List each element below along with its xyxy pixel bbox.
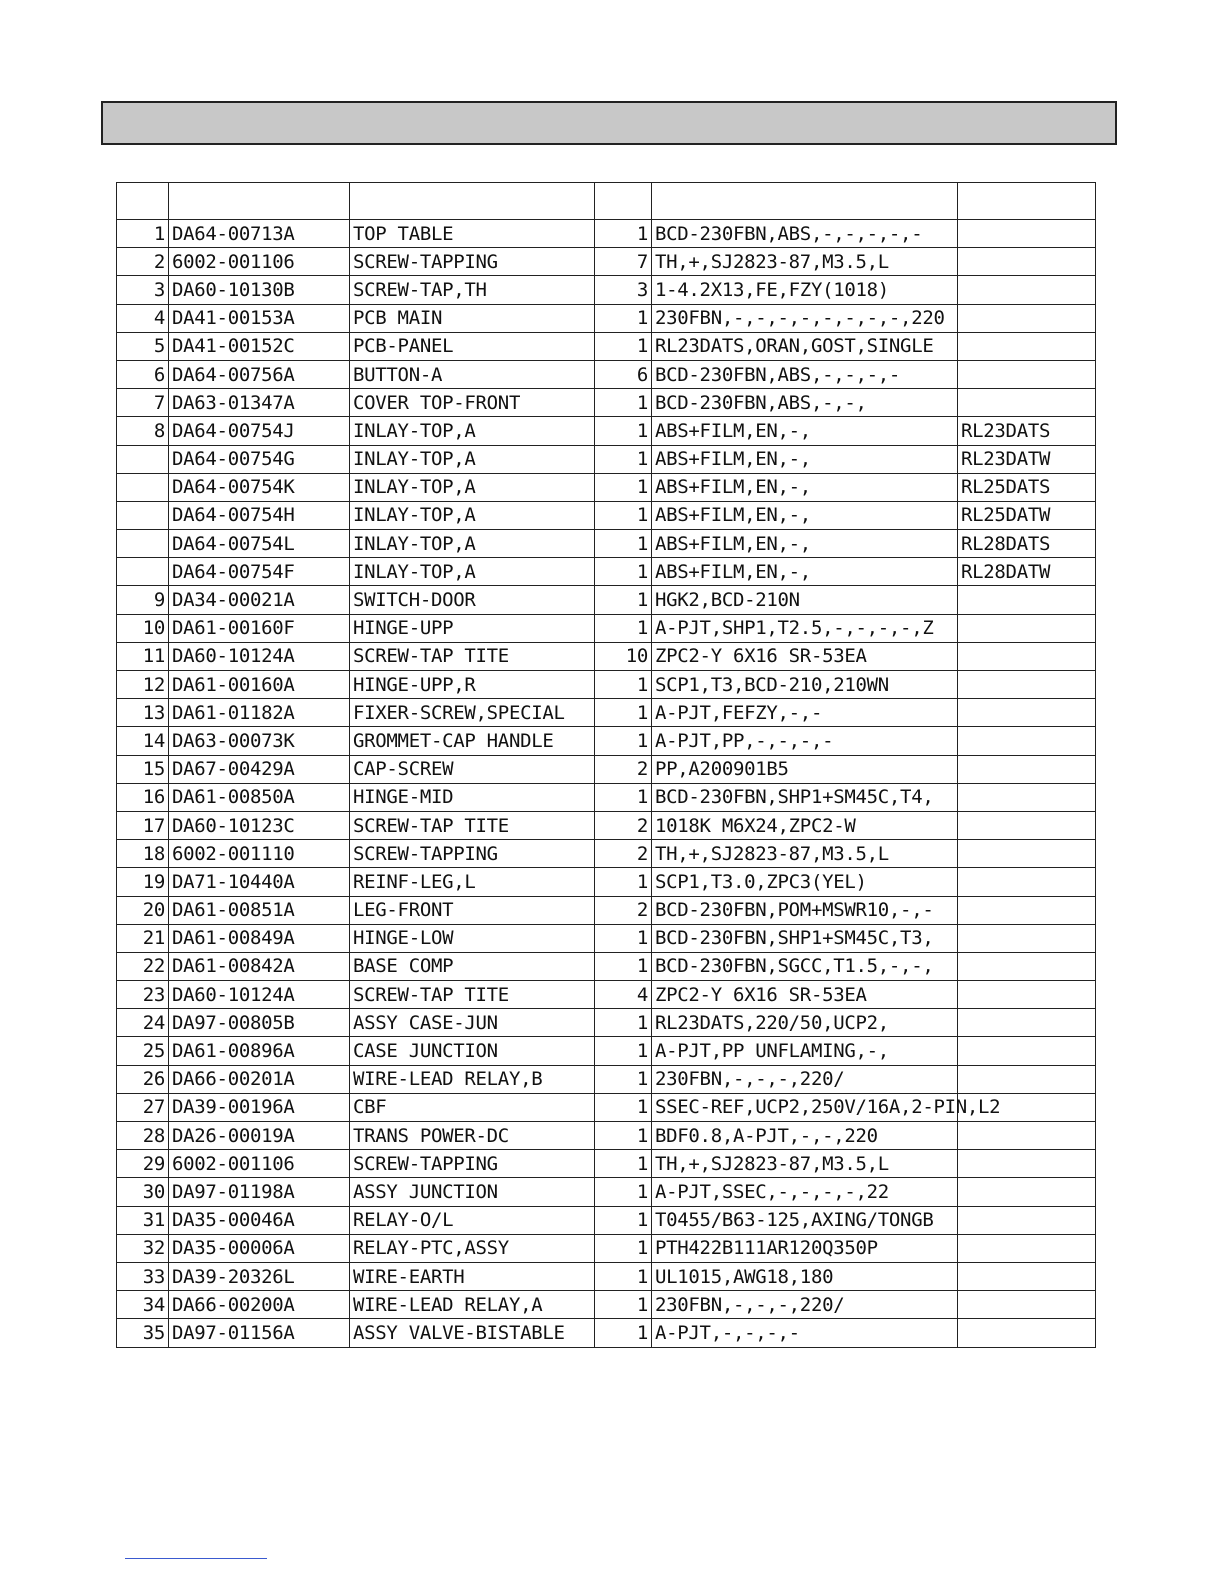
part-remark-cell <box>958 699 1096 727</box>
part-number-cell: 22 <box>117 952 169 980</box>
part-qty-cell: 10 <box>595 642 652 670</box>
part-spec-cell: 230FBN,-,-,-,220/ <box>652 1291 958 1319</box>
part-remark-cell <box>958 642 1096 670</box>
part-qty-cell: 1 <box>595 1150 652 1178</box>
part-code-cell: DA64-00754G <box>169 445 350 473</box>
part-qty-cell: 1 <box>595 1291 652 1319</box>
part-description-cell: SCREW-TAP,TH <box>350 276 595 304</box>
part-number-cell <box>117 558 169 586</box>
part-code-cell: DA26-00019A <box>169 1122 350 1150</box>
part-qty-cell: 3 <box>595 276 652 304</box>
part-code-cell: DA64-00754L <box>169 530 350 558</box>
table-row <box>117 332 1096 360</box>
part-description-cell: WIRE-LEAD RELAY,A <box>350 1291 595 1319</box>
part-spec-cell: A-PJT,SHP1,T2.5,-,-,-,-,Z <box>652 614 958 642</box>
part-spec-cell: A-PJT,-,-,-,- <box>652 1319 958 1347</box>
part-spec-cell: 230FBN,-,-,-,-,-,-,-,-,220 <box>652 304 958 332</box>
table-row <box>117 924 1096 952</box>
part-spec-cell: A-PJT,PP,-,-,-,- <box>652 727 958 755</box>
table-row <box>117 671 1096 699</box>
part-spec-cell: ZPC2-Y 6X16 SR-53EA <box>652 642 958 670</box>
part-description-cell: HINGE-UPP,R <box>350 671 595 699</box>
part-spec-cell: BDF0.8,A-PJT,-,-,220 <box>652 1122 958 1150</box>
part-code-cell: DA35-00046A <box>169 1206 350 1234</box>
part-number-cell: 3 <box>117 276 169 304</box>
header-code <box>169 183 350 220</box>
part-remark-cell <box>958 586 1096 614</box>
part-spec-cell: BCD-230FBN,SHP1+SM45C,T3, <box>652 924 958 952</box>
part-qty-cell: 6 <box>595 360 652 388</box>
part-remark-cell <box>958 1037 1096 1065</box>
footer-divider <box>125 1558 267 1559</box>
part-number-cell: 8 <box>117 417 169 445</box>
part-description-cell: PCB MAIN <box>350 304 595 332</box>
table-row <box>117 445 1096 473</box>
part-description-cell: INLAY-TOP,A <box>350 417 595 445</box>
table-row <box>117 981 1096 1009</box>
table-row <box>117 1093 1096 1121</box>
part-code-cell: DA61-00896A <box>169 1037 350 1065</box>
part-remark-cell: RL23DATW <box>958 445 1096 473</box>
part-qty-cell: 1 <box>595 558 652 586</box>
part-qty-cell: 1 <box>595 1178 652 1206</box>
part-spec-cell: BCD-230FBN,ABS,-,-,-,- <box>652 360 958 388</box>
part-spec-cell: ABS+FILM,EN,-, <box>652 417 958 445</box>
part-remark-cell <box>958 783 1096 811</box>
table-row <box>117 1122 1096 1150</box>
part-code-cell: 6002-001106 <box>169 1150 350 1178</box>
part-remark-cell <box>958 332 1096 360</box>
header-description <box>350 183 595 220</box>
part-code-cell: DA39-20326L <box>169 1262 350 1290</box>
part-qty-cell: 1 <box>595 783 652 811</box>
part-qty-cell: 1 <box>595 1206 652 1234</box>
part-qty-cell: 7 <box>595 248 652 276</box>
part-code-cell: DA60-10124A <box>169 642 350 670</box>
part-remark-cell <box>958 1122 1096 1150</box>
table-row <box>117 389 1096 417</box>
header-specification <box>652 183 958 220</box>
table-row <box>117 530 1096 558</box>
section-title-bar <box>101 101 1117 145</box>
part-code-cell: DA97-01198A <box>169 1178 350 1206</box>
part-qty-cell: 1 <box>595 220 652 248</box>
part-qty-cell: 2 <box>595 840 652 868</box>
part-qty-cell: 1 <box>595 1319 652 1347</box>
part-spec-cell: BCD-230FBN,ABS,-,-, <box>652 389 958 417</box>
part-qty-cell: 1 <box>595 417 652 445</box>
table-row <box>117 896 1096 924</box>
table-row <box>117 952 1096 980</box>
part-remark-cell <box>958 1319 1096 1347</box>
part-description-cell: INLAY-TOP,A <box>350 530 595 558</box>
part-description-cell: ASSY VALVE-BISTABLE <box>350 1319 595 1347</box>
part-code-cell: DA61-00842A <box>169 952 350 980</box>
part-description-cell: REINF-LEG,L <box>350 868 595 896</box>
part-spec-cell: 1-4.2X13,FE,FZY(1018) <box>652 276 958 304</box>
part-remark-cell: RL25DATW <box>958 501 1096 529</box>
part-spec-cell: BCD-230FBN,SHP1+SM45C,T4, <box>652 783 958 811</box>
part-code-cell: DA61-00851A <box>169 896 350 924</box>
part-code-cell: DA41-00152C <box>169 332 350 360</box>
part-description-cell: SCREW-TAPPING <box>350 840 595 868</box>
part-number-cell <box>117 473 169 501</box>
part-remark-cell <box>958 276 1096 304</box>
part-number-cell: 11 <box>117 642 169 670</box>
part-code-cell: DA63-01347A <box>169 389 350 417</box>
table-row <box>117 417 1096 445</box>
part-qty-cell: 1 <box>595 1262 652 1290</box>
part-spec-cell: ZPC2-Y 6X16 SR-53EA <box>652 981 958 1009</box>
part-remark-cell <box>958 1234 1096 1262</box>
part-spec-cell: TH,+,SJ2823-87,M3.5,L <box>652 1150 958 1178</box>
part-code-cell: DA64-00754J <box>169 417 350 445</box>
part-spec-cell: ABS+FILM,EN,-, <box>652 558 958 586</box>
table-row <box>117 1065 1096 1093</box>
part-number-cell: 1 <box>117 220 169 248</box>
part-qty-cell: 1 <box>595 868 652 896</box>
part-qty-cell: 2 <box>595 755 652 783</box>
part-code-cell: DA61-01182A <box>169 699 350 727</box>
part-code-cell: DA39-00196A <box>169 1093 350 1121</box>
part-remark-cell <box>958 840 1096 868</box>
table-row <box>117 699 1096 727</box>
part-code-cell: DA60-10123C <box>169 811 350 839</box>
part-number-cell: 20 <box>117 896 169 924</box>
table-row <box>117 614 1096 642</box>
part-description-cell: COVER TOP-FRONT <box>350 389 595 417</box>
table-row <box>117 811 1096 839</box>
part-description-cell: ASSY JUNCTION <box>350 1178 595 1206</box>
part-number-cell: 18 <box>117 840 169 868</box>
table-row <box>117 1009 1096 1037</box>
part-qty-cell: 1 <box>595 473 652 501</box>
part-description-cell: RELAY-O/L <box>350 1206 595 1234</box>
part-spec-cell: BCD-230FBN,SGCC,T1.5,-,-, <box>652 952 958 980</box>
part-remark-cell <box>958 1262 1096 1290</box>
part-description-cell: ASSY CASE-JUN <box>350 1009 595 1037</box>
part-spec-cell: BCD-230FBN,ABS,-,-,-,-,- <box>652 220 958 248</box>
part-number-cell: 29 <box>117 1150 169 1178</box>
part-remark-cell <box>958 811 1096 839</box>
part-qty-cell: 1 <box>595 389 652 417</box>
part-remark-cell <box>958 981 1096 1009</box>
part-qty-cell: 2 <box>595 811 652 839</box>
part-description-cell: TRANS POWER-DC <box>350 1122 595 1150</box>
parts-table-body <box>117 220 1096 1348</box>
parts-list-table <box>116 182 1096 1348</box>
part-spec-cell: ABS+FILM,EN,-, <box>652 473 958 501</box>
part-spec-cell: ABS+FILM,EN,-, <box>652 501 958 529</box>
part-description-cell: HINGE-UPP <box>350 614 595 642</box>
part-description-cell: SWITCH-DOOR <box>350 586 595 614</box>
part-remark-cell <box>958 1291 1096 1319</box>
part-code-cell: 6002-001106 <box>169 248 350 276</box>
table-row <box>117 220 1096 248</box>
table-row <box>117 1262 1096 1290</box>
part-description-cell: SCREW-TAP TITE <box>350 981 595 1009</box>
part-qty-cell: 1 <box>595 671 652 699</box>
part-number-cell: 5 <box>117 332 169 360</box>
part-spec-cell: SCP1,T3,BCD-210,210WN <box>652 671 958 699</box>
part-remark-cell <box>958 924 1096 952</box>
table-row <box>117 642 1096 670</box>
part-remark-cell <box>958 1065 1096 1093</box>
part-remark-cell <box>958 1206 1096 1234</box>
part-number-cell: 34 <box>117 1291 169 1319</box>
part-description-cell: WIRE-LEAD RELAY,B <box>350 1065 595 1093</box>
part-spec-cell: A-PJT,FEFZY,-,- <box>652 699 958 727</box>
part-spec-cell: SCP1,T3.0,ZPC3(YEL) <box>652 868 958 896</box>
part-description-cell: WIRE-EARTH <box>350 1262 595 1290</box>
part-qty-cell: 4 <box>595 981 652 1009</box>
part-qty-cell: 2 <box>595 896 652 924</box>
part-spec-cell: UL1015,AWG18,180 <box>652 1262 958 1290</box>
part-number-cell: 21 <box>117 924 169 952</box>
table-row <box>117 501 1096 529</box>
part-description-cell: INLAY-TOP,A <box>350 445 595 473</box>
part-code-cell: DA64-00754F <box>169 558 350 586</box>
table-row <box>117 783 1096 811</box>
part-code-cell: DA71-10440A <box>169 868 350 896</box>
part-description-cell: CAP-SCREW <box>350 755 595 783</box>
part-code-cell: DA66-00200A <box>169 1291 350 1319</box>
table-row <box>117 755 1096 783</box>
part-remark-cell <box>958 1178 1096 1206</box>
part-code-cell: DA41-00153A <box>169 304 350 332</box>
table-row <box>117 840 1096 868</box>
part-remark-cell <box>958 671 1096 699</box>
part-number-cell: 9 <box>117 586 169 614</box>
part-spec-cell: 1018K M6X24,ZPC2-W <box>652 811 958 839</box>
table-row <box>117 868 1096 896</box>
part-qty-cell: 1 <box>595 332 652 360</box>
part-number-cell: 33 <box>117 1262 169 1290</box>
part-code-cell: DA64-00713A <box>169 220 350 248</box>
part-spec-cell: A-PJT,PP UNFLAMING,-, <box>652 1037 958 1065</box>
part-number-cell: 19 <box>117 868 169 896</box>
part-qty-cell: 1 <box>595 304 652 332</box>
part-remark-cell <box>958 1009 1096 1037</box>
part-description-cell: SCREW-TAPPING <box>350 1150 595 1178</box>
part-qty-cell: 1 <box>595 1037 652 1065</box>
table-row <box>117 360 1096 388</box>
part-qty-cell: 1 <box>595 614 652 642</box>
part-number-cell: 14 <box>117 727 169 755</box>
part-code-cell: DA61-00850A <box>169 783 350 811</box>
part-description-cell: BASE COMP <box>350 952 595 980</box>
table-row <box>117 727 1096 755</box>
part-qty-cell: 1 <box>595 501 652 529</box>
part-description-cell: BUTTON-A <box>350 360 595 388</box>
part-spec-cell: A-PJT,SSEC,-,-,-,-,22 <box>652 1178 958 1206</box>
table-row <box>117 473 1096 501</box>
part-remark-cell: RL28DATS <box>958 530 1096 558</box>
part-description-cell: TOP TABLE <box>350 220 595 248</box>
part-number-cell: 32 <box>117 1234 169 1262</box>
part-remark-cell <box>958 727 1096 755</box>
table-row <box>117 1319 1096 1347</box>
table-row <box>117 248 1096 276</box>
part-code-cell: DA64-00754K <box>169 473 350 501</box>
table-row <box>117 586 1096 614</box>
part-spec-cell: TH,+,SJ2823-87,M3.5,L <box>652 248 958 276</box>
part-code-cell: DA64-00754H <box>169 501 350 529</box>
part-spec-cell: RL23DATS,ORAN,GOST,SINGLE <box>652 332 958 360</box>
part-spec-cell: ABS+FILM,EN,-, <box>652 530 958 558</box>
part-remark-cell <box>958 755 1096 783</box>
part-number-cell: 26 <box>117 1065 169 1093</box>
part-description-cell: SCREW-TAP TITE <box>350 811 595 839</box>
part-description-cell: INLAY-TOP,A <box>350 558 595 586</box>
part-number-cell: 16 <box>117 783 169 811</box>
part-description-cell: HINGE-MID <box>350 783 595 811</box>
part-code-cell: DA60-10124A <box>169 981 350 1009</box>
part-spec-cell: PTH422B111AR120Q350P <box>652 1234 958 1262</box>
part-number-cell: 23 <box>117 981 169 1009</box>
part-number-cell: 28 <box>117 1122 169 1150</box>
part-number-cell: 31 <box>117 1206 169 1234</box>
part-remark-cell <box>958 220 1096 248</box>
part-description-cell: PCB-PANEL <box>350 332 595 360</box>
table-row <box>117 1037 1096 1065</box>
part-description-cell: GROMMET-CAP HANDLE <box>350 727 595 755</box>
part-code-cell: DA63-00073K <box>169 727 350 755</box>
part-remark-cell <box>958 868 1096 896</box>
part-remark-cell: RL25DATS <box>958 473 1096 501</box>
part-number-cell: 2 <box>117 248 169 276</box>
part-qty-cell: 1 <box>595 1065 652 1093</box>
part-description-cell: INLAY-TOP,A <box>350 501 595 529</box>
table-row <box>117 1178 1096 1206</box>
part-code-cell: DA60-10130B <box>169 276 350 304</box>
part-code-cell: DA61-00160F <box>169 614 350 642</box>
part-qty-cell: 1 <box>595 586 652 614</box>
part-remark-cell: RL28DATW <box>958 558 1096 586</box>
part-spec-cell: T0455/B63-125,AXING/TONGB <box>652 1206 958 1234</box>
table-row <box>117 304 1096 332</box>
part-code-cell: DA64-00756A <box>169 360 350 388</box>
part-number-cell: 10 <box>117 614 169 642</box>
part-qty-cell: 1 <box>595 1122 652 1150</box>
part-remark-cell <box>958 304 1096 332</box>
part-number-cell: 35 <box>117 1319 169 1347</box>
part-description-cell: LEG-FRONT <box>350 896 595 924</box>
part-qty-cell: 1 <box>595 952 652 980</box>
part-qty-cell: 1 <box>595 445 652 473</box>
part-description-cell: SCREW-TAP TITE <box>350 642 595 670</box>
part-number-cell <box>117 530 169 558</box>
part-description-cell: FIXER-SCREW,SPECIAL <box>350 699 595 727</box>
part-number-cell <box>117 501 169 529</box>
table-header-row <box>117 183 1096 220</box>
header-no <box>117 183 169 220</box>
part-number-cell: 27 <box>117 1093 169 1121</box>
table-row <box>117 558 1096 586</box>
part-description-cell: HINGE-LOW <box>350 924 595 952</box>
part-remark-cell: RL23DATS <box>958 417 1096 445</box>
table-row <box>117 1150 1096 1178</box>
part-qty-cell: 1 <box>595 530 652 558</box>
part-spec-cell: ABS+FILM,EN,-, <box>652 445 958 473</box>
part-remark-cell <box>958 952 1096 980</box>
part-code-cell: DA61-00849A <box>169 924 350 952</box>
part-description-cell: CASE JUNCTION <box>350 1037 595 1065</box>
part-number-cell: 17 <box>117 811 169 839</box>
part-remark-cell <box>958 360 1096 388</box>
part-description-cell: CBF <box>350 1093 595 1121</box>
part-description-cell: RELAY-PTC,ASSY <box>350 1234 595 1262</box>
part-description-cell: INLAY-TOP,A <box>350 473 595 501</box>
part-spec-cell: SSEC-REF,UCP2,250V/16A,2-PIN,L2 <box>652 1093 958 1121</box>
part-qty-cell: 1 <box>595 1093 652 1121</box>
part-code-cell: DA61-00160A <box>169 671 350 699</box>
table-row <box>117 1206 1096 1234</box>
part-code-cell: DA34-00021A <box>169 586 350 614</box>
part-number-cell: 7 <box>117 389 169 417</box>
table-row <box>117 1291 1096 1319</box>
header-remark <box>958 183 1096 220</box>
part-spec-cell: RL23DATS,220/50,UCP2, <box>652 1009 958 1037</box>
part-number-cell: 25 <box>117 1037 169 1065</box>
part-code-cell: 6002-001110 <box>169 840 350 868</box>
part-spec-cell: HGK2,BCD-210N <box>652 586 958 614</box>
part-code-cell: DA97-00805B <box>169 1009 350 1037</box>
part-code-cell: DA35-00006A <box>169 1234 350 1262</box>
part-remark-cell <box>958 896 1096 924</box>
part-qty-cell: 1 <box>595 924 652 952</box>
part-description-cell: SCREW-TAPPING <box>350 248 595 276</box>
part-number-cell: 24 <box>117 1009 169 1037</box>
header-qty <box>595 183 652 220</box>
part-spec-cell: PP,A200901B5 <box>652 755 958 783</box>
part-qty-cell: 1 <box>595 1009 652 1037</box>
part-qty-cell: 1 <box>595 699 652 727</box>
part-spec-cell: 230FBN,-,-,-,220/ <box>652 1065 958 1093</box>
part-number-cell: 15 <box>117 755 169 783</box>
part-number-cell: 12 <box>117 671 169 699</box>
part-number-cell: 13 <box>117 699 169 727</box>
table-row <box>117 1234 1096 1262</box>
part-code-cell: DA97-01156A <box>169 1319 350 1347</box>
part-remark-cell <box>958 248 1096 276</box>
part-number-cell: 30 <box>117 1178 169 1206</box>
part-qty-cell: 1 <box>595 727 652 755</box>
part-remark-cell <box>958 1150 1096 1178</box>
part-remark-cell <box>958 389 1096 417</box>
part-code-cell: DA67-00429A <box>169 755 350 783</box>
part-number-cell: 6 <box>117 360 169 388</box>
part-spec-cell: BCD-230FBN,POM+MSWR10,-,- <box>652 896 958 924</box>
part-spec-cell: TH,+,SJ2823-87,M3.5,L <box>652 840 958 868</box>
part-number-cell: 4 <box>117 304 169 332</box>
part-remark-cell <box>958 614 1096 642</box>
part-qty-cell: 1 <box>595 1234 652 1262</box>
part-code-cell: DA66-00201A <box>169 1065 350 1093</box>
part-number-cell <box>117 445 169 473</box>
table-row <box>117 276 1096 304</box>
